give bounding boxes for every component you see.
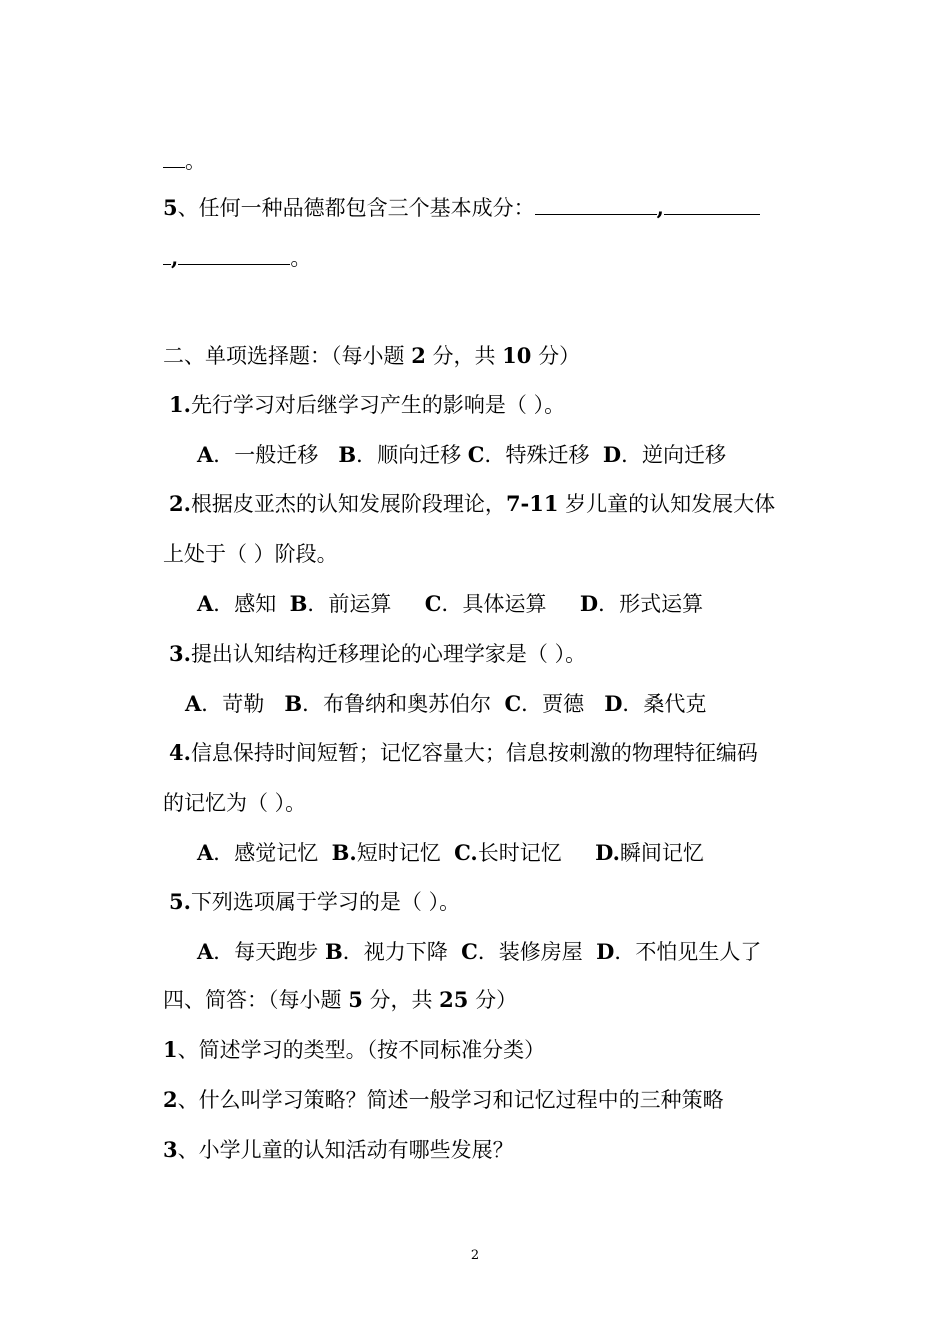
fill-blank[interactable] [163,145,185,168]
option-letter: D [602,442,622,467]
question-number: 2. [169,491,191,516]
question-number: 2 [163,1087,178,1112]
option-b[interactable] [338,443,461,467]
mc-options-2 [197,589,703,619]
mc-question-4-cont [163,788,306,818]
section-4-heading [163,985,517,1015]
option-letter: D [596,939,615,964]
fill-blank[interactable] [535,192,657,215]
heading-text: 分） [468,988,518,1012]
period: 。 [185,149,206,173]
total-points: 10 [502,343,532,368]
mc-options-1 [197,440,726,470]
points-per-question: 2 [411,343,426,368]
question-text: 、任何一种品德都包含三个基本成分： [177,196,535,220]
option-b[interactable] [290,592,392,616]
option-letter: A [197,840,214,865]
question-text: 根据皮亚杰的认知发展阶段理论， [190,492,506,516]
fill-blank[interactable] [178,242,290,265]
option-letter: D. [595,840,620,865]
option-c[interactable] [425,592,547,616]
option-letter: B. [331,840,357,865]
option-text: ．苛勒 [201,692,265,716]
short-answer-2 [163,1085,724,1115]
question-number: 3. [169,641,191,666]
heading-text: 二、单项选择题：（每小题 [163,344,412,368]
comma: , [171,245,179,270]
option-letter: B [338,442,357,467]
mc-question-2-cont [163,539,338,569]
option-letter: B [324,939,343,964]
option-letter: B [284,691,303,716]
short-answer-3 [163,1135,514,1165]
section-2-heading [163,341,580,371]
question-number: 5 [163,195,178,220]
fill-question-5 [163,192,760,223]
question-number: 1. [169,392,191,417]
option-d[interactable] [580,592,703,616]
question-text: 提出认知结构迁移理论的心理学家是（ ）。 [190,642,587,666]
option-text: ．桑代克 [622,692,707,716]
question-text: 的记忆为（ ）。 [163,791,307,815]
mc-options-5 [197,937,761,967]
fill-blank[interactable] [163,242,171,265]
option-letter: D [579,591,599,616]
total-points: 25 [439,987,469,1012]
option-text: ．前运算 [307,592,392,616]
option-a[interactable] [197,940,318,964]
fill-blank[interactable] [664,192,760,215]
option-d[interactable] [595,841,704,865]
option-letter: C [461,939,478,964]
question-text: 先行学习对后继学习产生的影响是（ ）。 [190,393,566,417]
option-letter: B [289,591,308,616]
heading-text: 四、简答：（每小题 [163,988,349,1012]
option-d[interactable] [596,940,761,964]
option-c[interactable] [461,940,583,964]
question-number: 3 [163,1137,178,1162]
question-text: 下列选项属于学习的是（ ）。 [190,890,461,914]
option-a[interactable] [197,443,318,467]
option-b[interactable] [284,692,491,716]
option-text: 长时记忆 [477,841,562,865]
option-a[interactable] [197,841,318,865]
question-number: 4. [169,740,191,765]
option-a[interactable] [185,692,264,716]
option-text: ．视力下降 [342,940,448,964]
option-d[interactable] [603,443,726,467]
option-letter: A [197,442,214,467]
mc-question-2 [169,489,775,519]
question-number: 1 [163,1037,178,1062]
question-text: 信息保持时间短暂；记忆容量大；信息按刺激的物理特征编码 [190,741,758,765]
mc-options-3 [185,689,706,719]
option-text: ．具体运算 [441,592,547,616]
period: 。 [290,246,312,270]
fill-question-5-cont [163,242,311,273]
option-text: ．感知 [213,592,277,616]
heading-text: 分，共 [425,344,503,368]
option-c[interactable] [454,841,562,865]
question-number: 5. [169,889,191,914]
mc-question-4 [169,738,758,768]
option-text: ．顺向迁移 [356,443,462,467]
comma: , [656,195,664,220]
option-text: ．贾德 [521,692,585,716]
page-number: 2 [470,1248,480,1263]
continuation-line [163,145,206,176]
option-b[interactable] [325,940,448,964]
option-text: 短时记忆 [356,841,441,865]
mc-question-5 [169,887,460,917]
option-c[interactable] [468,443,590,467]
question-text: 上处于（ ）阶段。 [163,542,338,566]
points-per-question: 5 [348,987,363,1012]
option-text: ．每天跑步 [213,940,319,964]
option-text: ．特殊迁移 [484,443,590,467]
option-letter: C [504,691,522,716]
question-text: 、什么叫学习策略？简述一般学习和记忆过程中的三种策略 [177,1088,724,1112]
option-a[interactable] [197,592,276,616]
option-letter: A [185,691,202,716]
option-letter: C [467,442,485,467]
option-d[interactable] [604,692,706,716]
option-text: ．装修房屋 [477,940,583,964]
option-c[interactable] [504,692,584,716]
option-text: 瞬间记忆 [619,841,704,865]
option-letter: C [424,591,442,616]
question-text: 、简述学习的类型。（按不同标准分类） [177,1038,546,1062]
option-text: ．布鲁纳和奥苏伯尔 [302,692,492,716]
heading-text: 分） [531,344,581,368]
question-text: 、小学儿童的认知活动有哪些发展？ [177,1138,514,1162]
option-b[interactable] [332,841,441,865]
option-letter: A [197,591,214,616]
option-letter: D [604,691,623,716]
option-text: ．形式运算 [598,592,704,616]
option-text: ．一般迁移 [213,443,319,467]
option-text: ．感觉记忆 [213,841,319,865]
age-range: 7-11 [505,491,559,516]
mc-question-3 [169,639,586,669]
short-answer-1 [163,1035,545,1065]
mc-options-4 [197,838,704,868]
option-letter: A [197,939,214,964]
mc-question-1 [169,390,565,420]
heading-text: 分，共 [362,988,440,1012]
option-text: ．逆向迁移 [621,443,727,467]
option-text: ．不怕见生人了 [614,940,762,964]
question-text: 岁儿童的认知发展大体 [558,492,776,516]
option-letter: C. [454,840,478,865]
